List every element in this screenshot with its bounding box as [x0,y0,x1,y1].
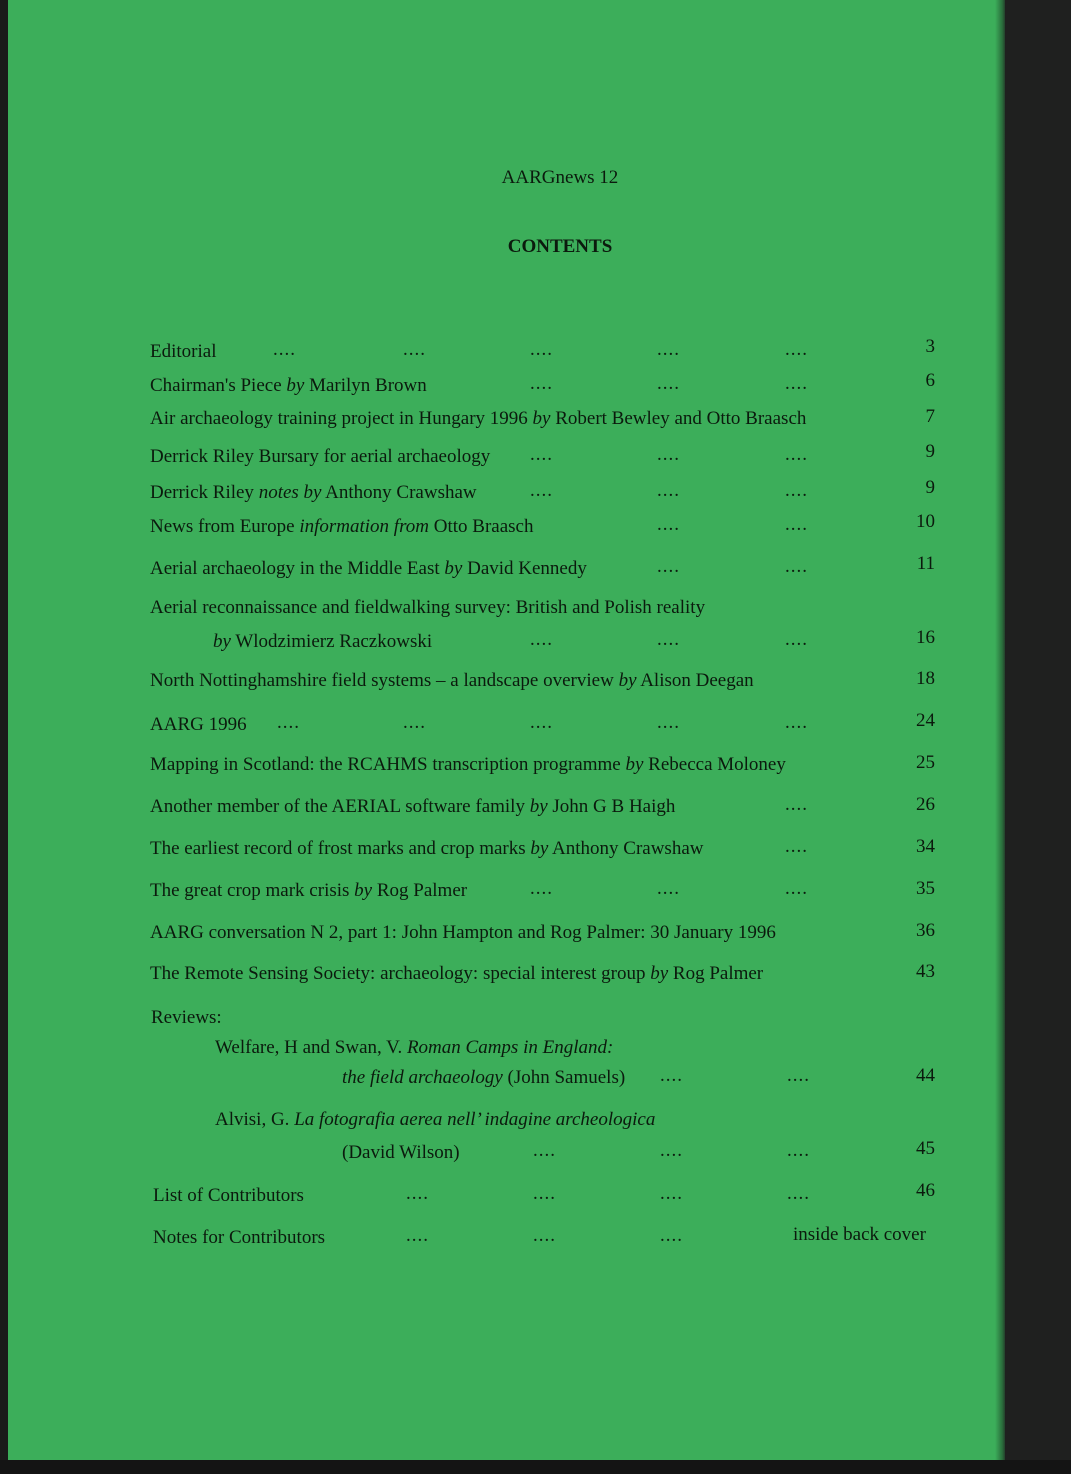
contents-heading: CONTENTS [507,236,613,257]
page-number: 46 [916,1180,935,1201]
leader-dots: .... [530,629,553,650]
leader-dots: .... [785,480,808,501]
toc-entry-conversation: AARG conversation N 2, part 1: John Hampton and Rog Palmer: 30 January 1996 [150,922,776,943]
toc-entry-notes-contributors: Notes for Contributors [153,1227,326,1248]
leader-dots: .... [657,339,680,360]
leader-dots: .... [530,444,553,465]
page-number: 16 [916,627,935,648]
toc-entry-middle-east: Aerial archaeology in the Middle East by David Kennedy [150,558,587,579]
leader-dots: .... [406,1183,429,1204]
review-entry-fotografia: Alvisi, G. La fotografia aerea nell’ indagine archeologica [215,1109,656,1130]
leader-dots: .... [785,514,808,535]
leader-dots: .... [657,712,680,733]
leader-dots: .... [660,1183,683,1204]
page-number: 9 [925,477,935,498]
leader-dots: .... [406,1225,429,1246]
leader-dots: .... [273,339,296,360]
leader-dots: .... [403,712,426,733]
toc-entry-aerial-software: Another member of the AERIAL software family by John G B Haigh [150,796,676,817]
leader-dots: .... [785,556,808,577]
leader-dots: .... [277,712,300,733]
leader-dots: .... [787,1183,810,1204]
page-number: 18 [916,668,935,689]
page-number: 3 [925,336,935,357]
reviews-label: Reviews: [151,1007,222,1028]
leader-dots: .... [660,1225,683,1246]
leader-dots: .... [787,1140,810,1161]
leader-dots: .... [785,878,808,899]
page-number: 24 [916,710,935,731]
toc-entry-crop-mark-crisis: The great crop mark crisis by Rog Palmer [150,880,468,901]
scan-bottom-edge [0,1460,1071,1474]
page-number: 25 [916,752,935,773]
review-entry-roman-camps: Welfare, H and Swan, V. Roman Camps in England: [215,1037,614,1058]
toc-entry-news-europe: News from Europe information from Otto Braasch [150,516,534,537]
toc-entry-frost-marks: The earliest record of frost marks and crop marks by Anthony Crawshaw [150,838,704,859]
page-number: 36 [916,920,935,941]
leader-dots: .... [530,373,553,394]
toc-entry-aarg-1996: AARG 1996 [150,714,247,735]
leader-dots: .... [403,339,426,360]
review-entry-fotografia-reviewer: (David Wilson) [342,1142,460,1163]
leader-dots: .... [657,629,680,650]
leader-dots: .... [533,1225,556,1246]
leader-dots: .... [785,794,808,815]
leader-dots: .... [533,1183,556,1204]
toc-entry-training-project: Air archaeology training project in Hungary 1996 by Robert Bewley and Otto Braasch [150,408,807,429]
leader-dots: .... [785,339,808,360]
leader-dots: .... [787,1065,810,1086]
review-entry-roman-camps-cont: the field archaeology (John Samuels) [342,1067,626,1088]
page-reference: inside back cover [793,1224,926,1245]
toc-entry-bursary: Derrick Riley Bursary for aerial archaeology [150,446,491,467]
leader-dots: .... [530,339,553,360]
page-number: 9 [925,441,935,462]
toc-entry-reconnaissance-author: by Wlodzimierz Raczkowski [213,631,433,652]
leader-dots: .... [530,712,553,733]
toc-entry-chairman: Chairman's Piece by Marilyn Brown [150,375,427,396]
page-number: 43 [916,961,935,982]
toc-entry-list-contributors: List of Contributors [153,1185,304,1206]
page-number: 45 [916,1138,935,1159]
page-number: 34 [916,836,935,857]
leader-dots: .... [785,836,808,857]
page-number: 11 [916,553,935,574]
leader-dots: .... [530,480,553,501]
leader-dots: .... [657,373,680,394]
toc-entry-editorial: Editorial [150,341,217,362]
toc-entry-nottinghamshire: North Nottinghamshire field systems – a landscape overview by Alison Deegan [150,670,754,691]
leader-dots: .... [657,556,680,577]
page-number: 10 [916,511,935,532]
issue-title: AARGnews 12 [501,167,619,188]
toc-entry-remote-sensing: The Remote Sensing Society: archaeology: special interest group by Rog Palmer [150,963,764,984]
leader-dots: .... [657,514,680,535]
leader-dots: .... [657,878,680,899]
leader-dots: .... [660,1140,683,1161]
page-number: 35 [916,878,935,899]
leader-dots: .... [657,480,680,501]
toc-entry-riley-notes: Derrick Riley notes by Anthony Crawshaw [150,482,477,503]
leader-dots: .... [785,712,808,733]
leader-dots: .... [657,444,680,465]
leader-dots: .... [785,373,808,394]
page-number: 7 [925,406,935,427]
leader-dots: .... [785,444,808,465]
toc-entry-mapping-scotland: Mapping in Scotland: the RCAHMS transcription programme by Rebecca Moloney [150,754,786,775]
toc-entry-reconnaissance: Aerial reconnaissance and fieldwalking survey: British and Polish reality [150,597,706,618]
leader-dots: .... [660,1065,683,1086]
leader-dots: .... [533,1140,556,1161]
leader-dots: .... [785,629,808,650]
page-number: 26 [916,794,935,815]
binding-spine [1005,0,1071,1474]
page-number: 6 [925,370,935,391]
page-number: 44 [916,1065,935,1086]
leader-dots: .... [530,878,553,899]
